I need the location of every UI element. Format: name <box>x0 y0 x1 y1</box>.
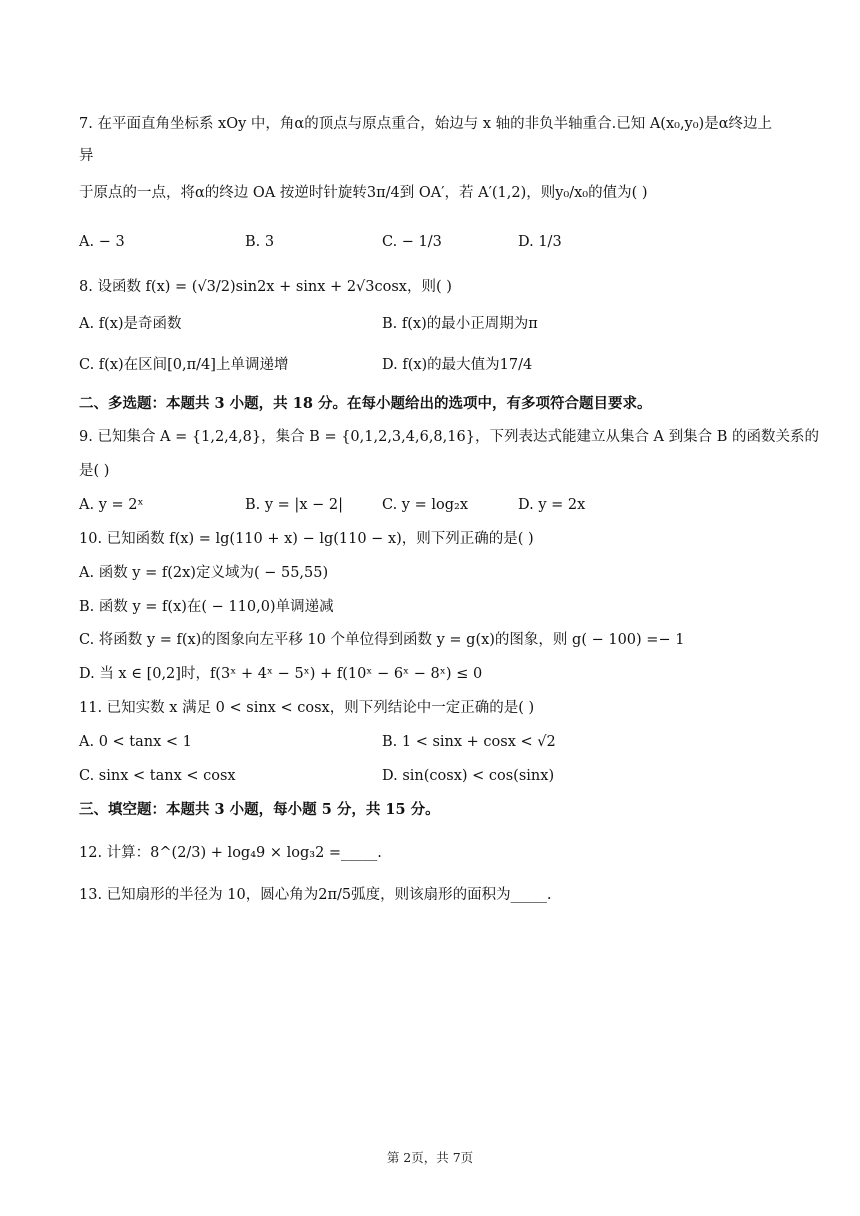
question-7-option-a: A. − 3 <box>79 234 125 250</box>
question-8-option-d: D. f(x)的最大值为17/4 <box>382 357 533 373</box>
question-11-option-a: A. 0 < tanx < 1 <box>79 734 192 750</box>
question-10-stem: 10. 已知函数 f(x) = lg(110 + x) − lg(110 − x)，则下列正确的是( ) <box>79 531 534 547</box>
question-7-option-d: D. 1/3 <box>518 234 562 250</box>
question-7-option-b: B. 3 <box>245 234 275 250</box>
question-11-option-b: B. 1 < sinx + cosx < √2 <box>382 734 556 750</box>
question-9-option-a: A. y = 2ˣ <box>79 497 144 513</box>
section-heading-multiple-choice: 二、多选题：本题共 3 小题，共 18 分。在每小题给出的选项中，有多项符合题目要求。 <box>79 395 652 412</box>
question-12: 12. 计算：8^(2/3) + log₄9 × log₃2 =_____. <box>79 845 382 861</box>
question-11-option-c: C. sinx < tanx < cosx <box>79 768 236 784</box>
question-9-line-2: 是( ) <box>79 463 110 479</box>
question-13: 13. 已知扇形的半径为 10，圆心角为2π/5弧度，则该扇形的面积为_____. <box>79 887 552 903</box>
question-11-option-d: D. sin(cosx) < cos(sinx) <box>382 768 555 784</box>
question-9-option-b: B. y = |x − 2| <box>245 497 343 513</box>
question-9-option-d: D. y = 2x <box>518 497 586 513</box>
question-7-line-1: 7. 在平面直角坐标系 xOy 中，角α的顶点与原点重合，始边与 x 轴的非负半轴重合.已知 A(x₀,y₀)是α终边上 <box>79 116 773 132</box>
question-10-option-b: B. 函数 y = f(x)在( − 110,0)单调递减 <box>79 599 334 615</box>
question-7-line-2: 异 <box>79 148 94 164</box>
question-10-option-c: C. 将函数 y = f(x)的图象向左平移 10 个单位得到函数 y = g(x)的图象，则 g( − 100) =− 1 <box>79 632 685 648</box>
section-heading-fill-in: 三、填空题：本题共 3 小题，每小题 5 分，共 15 分。 <box>79 801 440 818</box>
question-8-stem: 8. 设函数 f(x) = (√3/2)sin2x + sinx + 2√3cosx，则( ) <box>79 279 452 295</box>
question-8-option-a: A. f(x)是奇函数 <box>79 316 182 332</box>
question-7-line-3: 于原点的一点，将α的终边 OA 按逆时针旋转3π/4到 OA′，若 A′(1,2)，则y₀/x₀的值为( ) <box>79 185 648 201</box>
question-10-option-d: D. 当 x ∈ [0,2]时，f(3ˣ + 4ˣ − 5ˣ) + f(10ˣ − 6ˣ − 8ˣ) ≤ 0 <box>79 666 483 682</box>
question-7-option-c: C. − 1/3 <box>382 234 442 250</box>
question-9-option-c: C. y = log₂x <box>382 497 468 513</box>
question-11-stem: 11. 已知实数 x 满足 0 < sinx < cosx，则下列结论中一定正确的是( ) <box>79 700 535 716</box>
page-footer: 第 2页，共 7页 <box>386 1150 474 1165</box>
question-8-option-c: C. f(x)在区间[0,π/4]上单调递增 <box>79 357 289 373</box>
question-10-option-a: A. 函数 y = f(2x)定义域为( − 55,55) <box>79 565 329 581</box>
question-9-line-1: 9. 已知集合 A = {1,2,4,8}，集合 B = {0,1,2,3,4,6,8,16}，下列表达式能建立从集合 A 到集合 B 的函数关系的 <box>79 429 820 445</box>
question-8-option-b: B. f(x)的最小正周期为π <box>382 316 538 332</box>
